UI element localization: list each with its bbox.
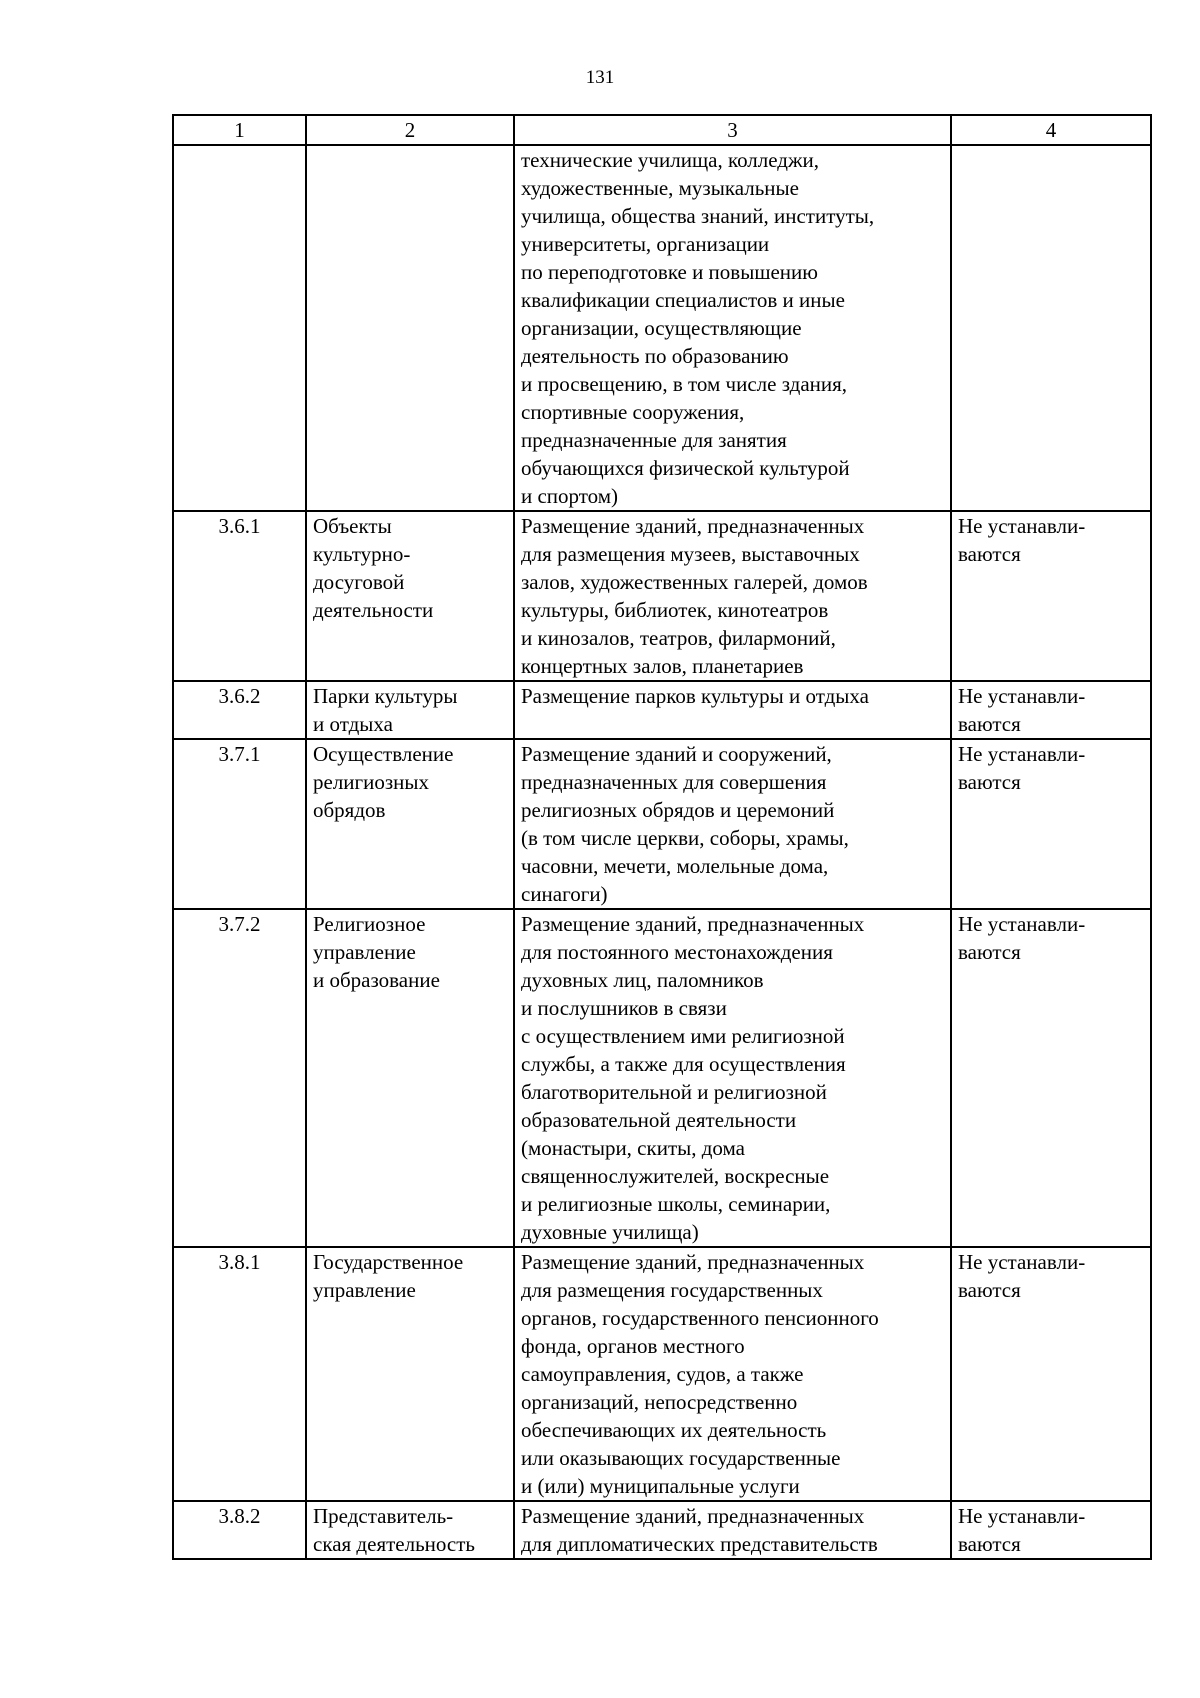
row-code: 3.8.2 [173,1501,306,1559]
column-header-4: 4 [951,115,1151,145]
row-description-line: для постоянного местонахождения [521,940,833,964]
row-name-line: обрядов [313,798,386,822]
row-parameters [951,1247,1151,1501]
table-row [173,739,1151,909]
column-header-3: 3 [514,115,951,145]
row-code: 3.6.1 [173,511,306,681]
row-description-line: самоуправления, судов, а также [521,1362,804,1386]
row-description [514,909,951,1247]
row-description-line: образовательной деятельности [521,1108,797,1132]
row-description-line: Размещение парков культуры и отдыха [521,684,869,708]
table-row [173,681,1151,739]
row-parameters [951,681,1151,739]
row-description-line: университеты, организации [521,232,770,256]
row-name-line: и отдыха [313,712,393,736]
row-description-line: и кинозалов, театров, филармоний, [521,626,836,650]
row-parameters-line: Не устанавли- [958,514,1086,538]
row-description-line: Размещение зданий, предназначенных [521,912,865,936]
row-name-line: деятельности [313,598,434,622]
row-parameters [951,145,1151,511]
row-description-line: по переподготовке и повышению [521,260,818,284]
row-description-line: училища, общества знаний, институты, [521,204,875,228]
row-name-line: культурно- [313,542,411,566]
row-description-line: квалификации специалистов и иные [521,288,845,312]
row-description-line: обучающихся физической культурой [521,456,850,480]
row-description-line: духовных лиц, паломников [521,968,764,992]
row-description-line: и послушников в связи [521,996,727,1020]
row-parameters [951,511,1151,681]
row-description-line: предназначенные для занятия [521,428,787,452]
row-description-line: и религиозные школы, семинарии, [521,1192,831,1216]
row-description-line: для дипломатических представительств [521,1532,878,1556]
row-description-line: Размещение зданий и сооружений, [521,742,832,766]
row-name [306,1501,514,1559]
row-name-line: управление [313,940,416,964]
page-number: 131 [585,67,615,88]
row-parameters-line: ваются [958,940,1021,964]
row-code: 3.8.1 [173,1247,306,1501]
row-name-line: и образование [313,968,440,992]
row-description-line: или оказывающих государственные [521,1446,841,1470]
row-description-line: часовни, мечети, молельные дома, [521,854,829,878]
row-description-line: службы, а также для осуществления [521,1052,846,1076]
table-header-row [173,115,1151,145]
row-code: 3.6.2 [173,681,306,739]
row-name-line: досуговой [313,570,405,594]
row-parameters [951,739,1151,909]
row-code: 3.7.1 [173,739,306,909]
table-row [173,909,1151,1247]
row-description [514,739,951,909]
row-description-line: для размещения музеев, выставочных [521,542,860,566]
row-parameters-line: Не устанавли- [958,1504,1086,1528]
row-name [306,511,514,681]
row-description-line: (монастыри, скиты, дома [521,1136,745,1160]
row-name-line: ская деятельность [313,1532,475,1556]
row-description-line: Размещение зданий, предназначенных [521,1250,865,1274]
row-description-line: для размещения государственных [521,1278,823,1302]
row-description-line: художественные, музыкальные [521,176,799,200]
row-name-line: Представитель- [313,1504,454,1528]
row-description-line: фонда, органов местного [521,1334,745,1358]
land-use-table [172,114,1152,1560]
row-description-line: технические училища, колледжи, [521,148,819,172]
row-parameters-line: ваются [958,542,1021,566]
row-description-line: организаций, непосредственно [521,1390,798,1414]
row-description-line: залов, художественных галерей, домов [521,570,868,594]
row-description-line: организации, осуществляющие [521,316,802,340]
row-description [514,145,951,511]
row-description-line: концертных залов, планетариев [521,654,804,678]
row-description-line: синагоги) [521,882,608,906]
row-name-line: религиозных [313,770,430,794]
row-name [306,145,514,511]
row-name [306,739,514,909]
row-name-line: Парки культуры [313,684,458,708]
row-name-line: Государственное [313,1250,464,1274]
row-description-line: предназначенных для совершения [521,770,827,794]
row-description-line: религиозных обрядов и церемоний [521,798,835,822]
table-row [173,1501,1151,1559]
row-description-line: и спортом) [521,484,619,508]
row-description-line: обеспечивающих их деятельность [521,1418,827,1442]
row-parameters-line: ваются [958,1278,1021,1302]
row-description [514,1501,951,1559]
row-description-line: (в том числе церкви, соборы, храмы, [521,826,849,850]
row-name-line: управление [313,1278,416,1302]
row-description-line: органов, государственного пенсионного [521,1306,879,1330]
row-description-line: культуры, библиотек, кинотеатров [521,598,829,622]
row-description-line: Размещение зданий, предназначенных [521,1504,865,1528]
column-header-2: 2 [306,115,514,145]
row-description-line: спортивные сооружения, [521,400,745,424]
row-description [514,681,951,739]
row-description-line: священнослужителей, воскресные [521,1164,830,1188]
row-parameters-line: Не устанавли- [958,684,1086,708]
row-name-line: Осуществление [313,742,454,766]
row-description-line: благотворительной и религиозной [521,1080,827,1104]
row-description-line: и (или) муниципальные услуги [521,1474,800,1498]
row-description-line: духовные училища) [521,1220,699,1244]
table-row [173,145,1151,511]
row-code [173,145,306,511]
row-parameters-line: Не устанавли- [958,742,1086,766]
row-code: 3.7.2 [173,909,306,1247]
row-parameters-line: ваются [958,770,1021,794]
row-name [306,909,514,1247]
row-parameters-line: ваются [958,1532,1021,1556]
row-description-line: деятельность по образованию [521,344,789,368]
row-name-line: Объекты [313,514,392,538]
row-parameters-line: Не устанавли- [958,1250,1086,1274]
row-description [514,511,951,681]
row-description-line: с осуществлением ими религиозной [521,1024,845,1048]
row-parameters-line: ваются [958,712,1021,736]
table-row [173,511,1151,681]
table-row [173,1247,1151,1501]
row-parameters-line: Не устанавли- [958,912,1086,936]
row-name [306,681,514,739]
row-parameters [951,1501,1151,1559]
row-name-line: Религиозное [313,912,426,936]
row-description-line: Размещение зданий, предназначенных [521,514,865,538]
column-header-1: 1 [173,115,306,145]
row-description-line: и просвещению, в том числе здания, [521,372,848,396]
row-description [514,1247,951,1501]
row-parameters [951,909,1151,1247]
table-body [173,145,1151,1559]
row-name [306,1247,514,1501]
